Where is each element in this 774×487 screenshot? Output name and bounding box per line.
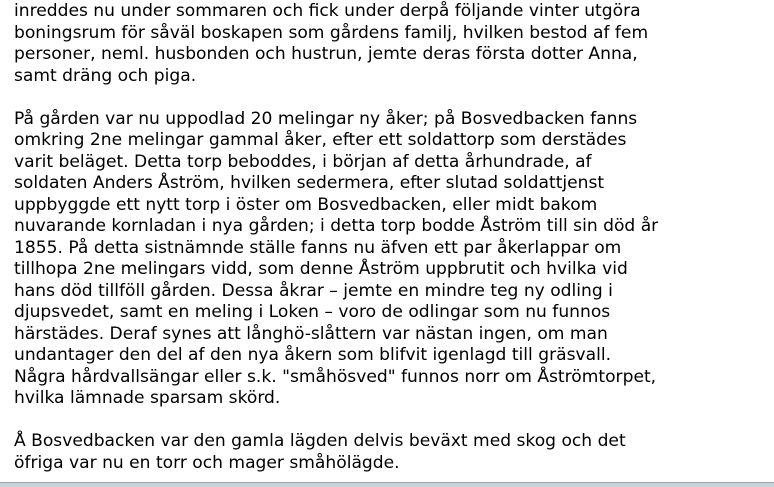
text-line: undantager den del af den nya åkern som blifvit igenlagd till gräsvall. [14, 345, 612, 365]
paragraph-1 [14, 1, 774, 87]
text-line: Å Bosvedbacken var den gamla lägden delvis beväxt med skog och det [14, 431, 626, 451]
text-line: härstädes. Deraf synes att långhö-slåttern var nästan ingen, om man [14, 323, 608, 344]
text-line: uppbyggde ett nytt torp i öster om Bosvedbacken, eller midt bakom [14, 194, 598, 215]
text-line: öfriga var nu en torr och mager småhölägde. [14, 452, 400, 473]
text-line: nuvarande kornladan i nya gården; i detta torp bodde Åström till sin död år [14, 216, 659, 236]
text-line: boningsrum för såväl boskapen som gårdens familj, hvilken bestod af fem [14, 22, 649, 43]
text-line: omkring 2ne melingar gammal åker, efter ett soldattorp som derstädes [14, 130, 627, 150]
text-line: hvilka lämnade sparsam skörd. [14, 388, 281, 408]
text-line: soldaten Anders Åström, hvilken sedermera, efter slutad soldattjenst [14, 173, 605, 193]
bottom-divider [0, 482, 774, 487]
text-line: djupsvedet, samt en meling i Loken – voro de odlingar som nu funnos [14, 302, 611, 322]
text-line: hans död tillföll gården. Dessa åkrar – jemte en mindre teg ny odling i [14, 280, 613, 301]
text-line: 1855. På detta sistnämnde ställe fanns nu äfven ett par åkerlappar om [14, 237, 622, 258]
text-line: På gården var nu uppodlad 20 melingar ny åker; på Bosvedbacken fanns [14, 108, 638, 129]
text-line: Några hårdvallsängar eller s.k. "småhösved" funnos norr om Åströmtorpet, [14, 366, 657, 387]
text-line: varit beläget. Detta torp beboddes, i början af detta århundrade, af [14, 151, 592, 172]
paragraph-3 [14, 431, 774, 474]
text-line: tillhopa 2ne melingars vidd, som denne Åström uppbrutit och hvilka vid [14, 259, 628, 279]
paragraph-2 [14, 109, 774, 410]
text-line: personer, neml. husbonden och hustrun, jemte deras första dotter Anna, [14, 44, 638, 64]
text-line: samt dräng och piga. [14, 65, 197, 86]
text-line: inreddes nu under sommaren och fick under derpå följande vinter utgöra [14, 1, 641, 21]
